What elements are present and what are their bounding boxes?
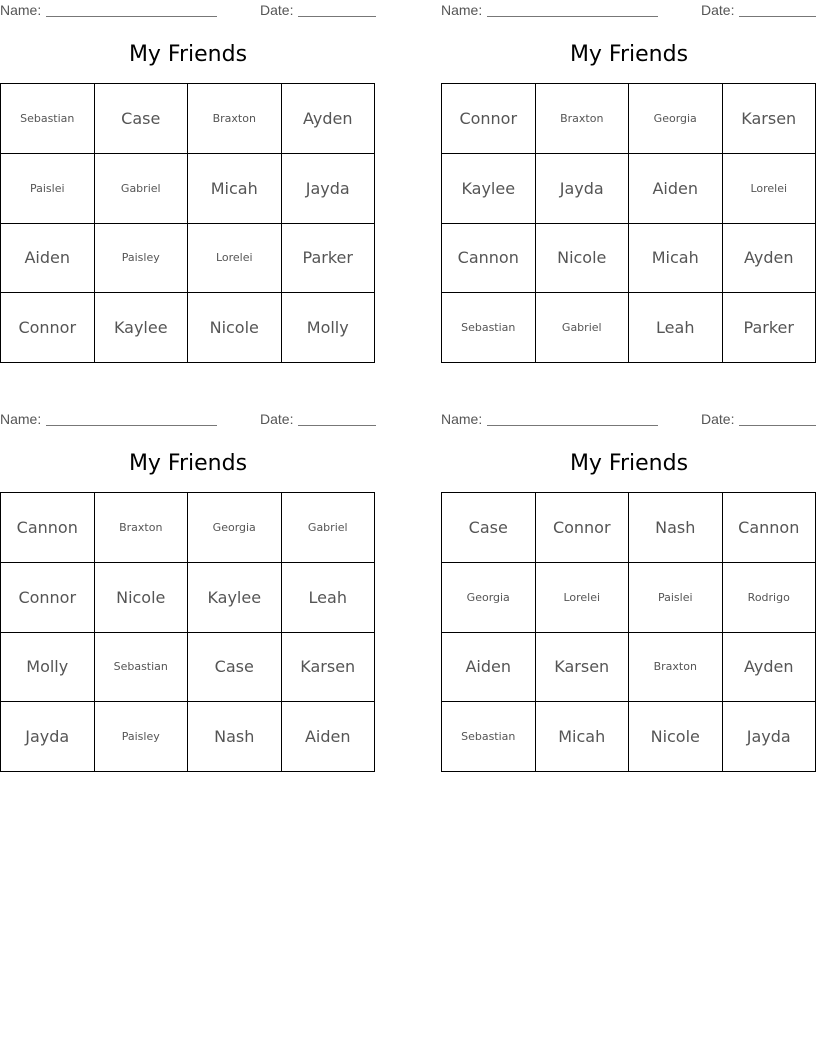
bingo-cell[interactable]: Braxton xyxy=(536,84,630,154)
bingo-cell[interactable]: Nicole xyxy=(188,293,282,363)
bingo-cell[interactable]: Jayda xyxy=(282,154,376,224)
bingo-cell[interactable]: Jayda xyxy=(723,702,816,772)
bingo-cell[interactable]: Micah xyxy=(629,224,723,294)
bingo-cell[interactable]: Case xyxy=(442,493,536,563)
card-title: My Friends xyxy=(569,451,689,476)
bingo-cell[interactable]: Cannon xyxy=(723,493,816,563)
card-title: My Friends xyxy=(569,42,689,67)
bingo-cell[interactable]: Gabriel xyxy=(282,493,376,563)
date-field[interactable] xyxy=(739,16,816,17)
bingo-cell[interactable]: Parker xyxy=(282,224,376,294)
bingo-cell[interactable]: Micah xyxy=(188,154,282,224)
bingo-grid xyxy=(0,492,375,772)
bingo-cell[interactable]: Kaylee xyxy=(95,293,189,363)
bingo-grid xyxy=(0,83,375,363)
bingo-cell[interactable]: Karsen xyxy=(536,633,630,703)
bingo-cell[interactable]: Aiden xyxy=(442,633,536,703)
bingo-cell[interactable]: Karsen xyxy=(282,633,376,703)
card-title: My Friends xyxy=(128,42,248,67)
bingo-cell[interactable]: Leah xyxy=(282,563,376,633)
bingo-cell[interactable]: Lorelei xyxy=(723,154,816,224)
card-header xyxy=(441,2,816,20)
bingo-grid xyxy=(441,83,816,363)
bingo-cell[interactable]: Aiden xyxy=(282,702,376,772)
card-header xyxy=(441,411,816,429)
bingo-cell[interactable]: Connor xyxy=(536,493,630,563)
bingo-cell[interactable]: Connor xyxy=(1,293,95,363)
name-label: Name: xyxy=(441,2,483,18)
date-field[interactable] xyxy=(298,425,376,426)
bingo-cell[interactable]: Aiden xyxy=(1,224,95,294)
bingo-cell[interactable]: Georgia xyxy=(442,563,536,633)
bingo-cell[interactable]: Gabriel xyxy=(95,154,189,224)
bingo-cell[interactable]: Connor xyxy=(442,84,536,154)
bingo-cell[interactable]: Paislei xyxy=(1,154,95,224)
bingo-cell[interactable]: Lorelei xyxy=(188,224,282,294)
bingo-cell[interactable]: Leah xyxy=(629,293,723,363)
name-label: Name: xyxy=(0,411,42,427)
bingo-cell[interactable]: Paisley xyxy=(95,702,189,772)
bingo-cell[interactable]: Case xyxy=(95,84,189,154)
bingo-cell[interactable]: Micah xyxy=(536,702,630,772)
name-label: Name: xyxy=(0,2,42,18)
date-field[interactable] xyxy=(739,425,816,426)
date-field[interactable] xyxy=(298,16,376,17)
bingo-cell[interactable]: Molly xyxy=(282,293,376,363)
bingo-cell[interactable]: Connor xyxy=(1,563,95,633)
name-label: Name: xyxy=(441,411,483,427)
bingo-cell[interactable]: Cannon xyxy=(442,224,536,294)
bingo-cell[interactable]: Braxton xyxy=(629,633,723,703)
bingo-cell[interactable]: Molly xyxy=(1,633,95,703)
bingo-cell[interactable]: Kaylee xyxy=(188,563,282,633)
bingo-grid xyxy=(441,492,816,772)
name-field[interactable] xyxy=(46,425,217,426)
bingo-cell[interactable]: Sebastian xyxy=(442,702,536,772)
name-field[interactable] xyxy=(487,16,658,17)
card-title: My Friends xyxy=(128,451,248,476)
bingo-cell[interactable]: Ayden xyxy=(723,224,816,294)
bingo-cell[interactable]: Aiden xyxy=(629,154,723,224)
name-field[interactable] xyxy=(46,16,217,17)
bingo-cell[interactable]: Paisley xyxy=(95,224,189,294)
card-header xyxy=(0,411,376,429)
bingo-cell[interactable]: Georgia xyxy=(188,493,282,563)
bingo-cell[interactable]: Nicole xyxy=(95,563,189,633)
bingo-card xyxy=(0,0,376,380)
bingo-cell[interactable]: Lorelei xyxy=(536,563,630,633)
bingo-cell[interactable]: Nicole xyxy=(536,224,630,294)
bingo-cell[interactable]: Case xyxy=(188,633,282,703)
bingo-cell[interactable]: Kaylee xyxy=(442,154,536,224)
bingo-cell[interactable]: Nicole xyxy=(629,702,723,772)
bingo-cell[interactable]: Ayden xyxy=(723,633,816,703)
bingo-cell[interactable]: Sebastian xyxy=(1,84,95,154)
bingo-cell[interactable]: Nash xyxy=(188,702,282,772)
bingo-cell[interactable]: Paislei xyxy=(629,563,723,633)
date-label: Date: xyxy=(701,411,735,427)
bingo-cell[interactable]: Cannon xyxy=(1,493,95,563)
bingo-cell[interactable]: Sebastian xyxy=(95,633,189,703)
bingo-cell[interactable]: Rodrigo xyxy=(723,563,816,633)
bingo-cell[interactable]: Jayda xyxy=(1,702,95,772)
bingo-cell[interactable]: Braxton xyxy=(188,84,282,154)
bingo-cell[interactable]: Braxton xyxy=(95,493,189,563)
bingo-cell[interactable]: Jayda xyxy=(536,154,630,224)
bingo-cell[interactable]: Georgia xyxy=(629,84,723,154)
bingo-card xyxy=(441,0,816,380)
bingo-cell[interactable]: Parker xyxy=(723,293,816,363)
bingo-card xyxy=(0,409,376,789)
card-header xyxy=(0,2,376,20)
bingo-card xyxy=(441,409,816,789)
bingo-cell[interactable]: Nash xyxy=(629,493,723,563)
name-field[interactable] xyxy=(487,425,658,426)
date-label: Date: xyxy=(260,2,294,18)
bingo-cell[interactable]: Sebastian xyxy=(442,293,536,363)
bingo-cell[interactable]: Karsen xyxy=(723,84,816,154)
bingo-cell[interactable]: Ayden xyxy=(282,84,376,154)
date-label: Date: xyxy=(701,2,735,18)
date-label: Date: xyxy=(260,411,294,427)
bingo-cell[interactable]: Gabriel xyxy=(536,293,630,363)
